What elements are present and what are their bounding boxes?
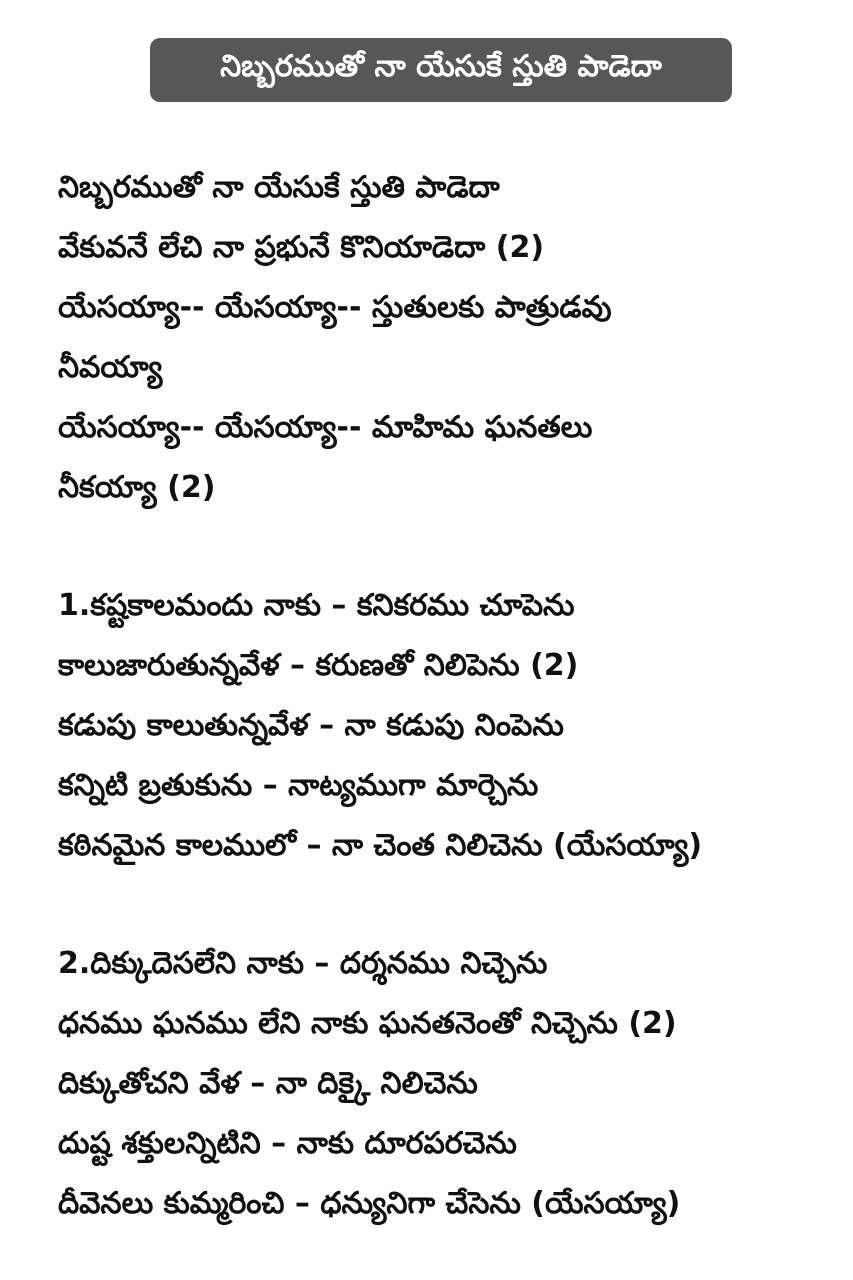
lyric-line: కడుపు కాలుతున్నవేళ – నా కడుపు నింపెను: [58, 708, 564, 743]
lyric-line: నీవయ్యా: [58, 350, 163, 385]
lyric-line: కన్నిటి బ్రతుకును – నాట్యముగా మార్చెను: [58, 768, 539, 803]
lyric-line: దీవెనలు కుమ్మరించి – ధన్యునిగా చేసెను (యేసయ్యా): [58, 1186, 681, 1221]
stanza-chorus: [58, 158, 838, 518]
lyric-line: కఠినమైన కాలములో – నా చెంత నిలిచెను (యేసయ్యా): [58, 828, 703, 863]
lyric-line: ధనము ఘనము లేని నాకు ఘనతనెంతో నిచ్చెను (2): [58, 1006, 677, 1041]
lyric-line: నీకయ్యా (2): [58, 470, 216, 505]
lyric-line: వేకువనే లేచి నా ప్రభునే కొనియాడెదా (2): [58, 230, 545, 265]
lyric-line: దిక్కుతోచని వేళ – నా దిక్కై నిలిచెను: [58, 1066, 478, 1101]
song-title: నిబ్బరముతో నా యేసుకే స్తుతి పాడెదా: [220, 49, 662, 84]
lyric-line: నిబ్బరముతో నా యేసుకే స్తుతి పాడెదా: [58, 170, 500, 205]
stanza-verse-1: [58, 576, 838, 876]
lyric-line: కాలుజారుతున్నవేళ – కరుణతో నిలిపెను (2): [58, 648, 579, 683]
lyric-line: యేసయ్యా-- యేసయ్యా-- మాహిమ ఘనతలు: [58, 410, 593, 445]
stanza-verse-2: [58, 934, 838, 1234]
lyric-line: దుష్ట శక్తులన్నిటిని – నాకు దూరపరచెను: [58, 1126, 517, 1161]
lyrics-body: [58, 158, 838, 1234]
lyric-line: యేసయ్యా-- యేసయ్యా-- స్తుతులకు పాత్రుడవు: [58, 290, 612, 325]
lyric-line: 1.కష్టకాలమందు నాకు – కనికరము చూపెను: [58, 588, 575, 623]
song-title-banner: [150, 38, 732, 102]
lyric-line: 2.దిక్కుదెసలేని నాకు – దర్శనము నిచ్చెను: [58, 946, 548, 981]
